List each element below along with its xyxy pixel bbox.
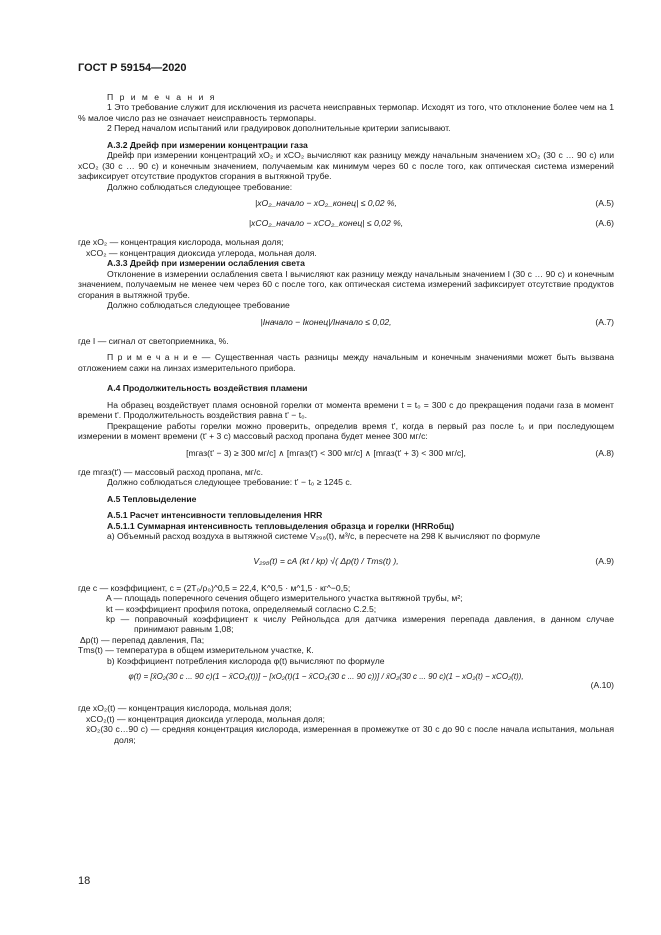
section-a5-heading: А.5 Тепловыделение (107, 493, 197, 504)
where-a: A — площадь поперечного сечения общего измерительного участка вытяжной трубы, м²; (106, 593, 463, 604)
equation-a8 (78, 448, 614, 462)
where-i: где I — сигнал от светоприемника, %. (78, 335, 229, 346)
where-xco2t: xCO₂(t) — концентрация диоксида углерода, мольная доля; (86, 713, 325, 724)
equation-a9-formula: V₂₉₈(t) = cA (kt / kp) √( Δp(t) / Tms(t) ), (253, 555, 399, 566)
equation-a10 (78, 672, 614, 698)
equation-a5-number: (А.5) (595, 198, 614, 209)
equation-a7-number: (А.7) (595, 316, 614, 327)
equation-a6-number: (А.6) (595, 218, 614, 229)
section-a4-paragraph-1: На образец воздействует пламя основной горелки от момента времени t = t₀ = 300 с до прекращения подачи газа в момент времени t'. Продолжительность воздействия равна t' − t₀. (78, 399, 614, 421)
equation-a9-number: (А.9) (595, 555, 614, 566)
equation-a7-formula: |Iначало − Iконец|/Iначало ≤ 0,02, (260, 316, 392, 327)
equation-a10-number: (А.10) (590, 680, 614, 691)
section-a4-paragraph-2: Прекращение работы горелки можно проверить, определив время t', когда в первый раз после t₀ и при последующем измерении в момент времени (t' + 3 с) массовый расход пропана будет менее 300 мг/с: (78, 420, 614, 442)
where-dp: Δp(t) — перепад давления, Па; (80, 634, 205, 645)
document-header: ГОСТ Р 59154—2020 (78, 62, 187, 74)
note-item-1: 1 Это требование служит для исключения из расчета неисправных термопар. Исходят из того, что отклонение более чем на 1 % малое число раз не означает неисправность термопары. (78, 102, 614, 123)
equation-a5 (78, 198, 614, 212)
section-a33-text: Отклонение в измерении ослабления света I вычисляют как разницу между начальным значением I (30 с … 90 с) и конечным значением, получаемым не менее чем через 60 с после того, как оптическая система измерений зафиксирует отсутствие продуктов сгорания в вытяжной трубе. (78, 268, 614, 300)
note-soot: П р и м е ч а н и е — Существенная часть разницы между начальным и конечным значениями может быть вызвана отложением сажи на линзах измерительного прибора. (78, 352, 614, 373)
where-kt: kt — коэффициент профиля потока, определяемый согласно С.2.5; (106, 603, 377, 614)
item-a-text: а) Объемный расход воздуха в вытяжной системе V₂₉₈(t), м³/с, в пересчете на 298 К вычисляют по формуле (107, 531, 541, 542)
equation-a8-formula: [mгаз(t' − 3) ≥ 300 мг/с] ∧ [mгаз(t') < 300 мг/с] ∧ [mгаз(t' + 3) < 300 мг/с], (186, 447, 466, 458)
section-a32-text: Дрейф при измерении концентраций xO₂ и xCO₂ вычисляют как разницу между начальным значением xO₂ (30 с … 90 с) или xCO₂ (30 с … 90 с) и конечным значением, получаемым как минимум через 60 с после того, как оптическая система измерений зафиксирует отсутствие продуктов сгорания в вытяжной трубе. (78, 150, 614, 182)
item-b-text: b) Коэффициент потребления кислорода φ(t) вычисляют по формуле (107, 655, 385, 666)
equation-a8-number: (А.8) (595, 447, 614, 458)
section-a32-requirement: Должно соблюдаться следующее требование: (107, 181, 293, 192)
page-number: 18 (78, 875, 91, 887)
equation-a10-formula: φ(t) = [x̄O₂(30 с ... 90 с)(1 − x̄CO₂(t))] − [xO₂(t)(1 − x̄CO₂(30 с ... 90 с))] / x̄O₂(30 с ... 90 с)(1 − xO₂(t) − xCO₂(t)), (128, 672, 524, 682)
section-a4-requirement: Должно соблюдаться следующее требование: t' − t₀ ≥ 1245 с. (107, 477, 353, 488)
document-body (78, 92, 614, 745)
note-item-2: 2 Перед началом испытаний или градуировок дополнительные критерии записывают. (107, 123, 451, 134)
where-xo2-mean: x̄O₂(30 с…90 с) — средняя концентрация кислорода, измеренная в промежутке от 30 с до 90 с после начала испытания, мольная доля; (86, 724, 614, 745)
where-tms: Tms(t) — температура в общем измерительном участке, К. (78, 645, 314, 656)
section-a4-heading: А.4 Продолжительность воздействия пламени (107, 383, 308, 394)
equation-a5-formula: |xO₂_начало − xO₂_конец| ≤ 0,02 %, (255, 198, 397, 209)
where-xo2: где xO₂ — концентрация кислорода, мольная доля; (78, 237, 284, 248)
note-title: П р и м е ч а н и я (107, 92, 217, 102)
section-a511-heading: А.5.1.1 Суммарная интенсивность тепловыделения образца и горелки (HRRобщ) (107, 520, 455, 531)
equation-a6-formula: |xCO₂_начало − xCO₂_конец| ≤ 0,02 %, (248, 218, 404, 229)
equation-a6 (78, 218, 614, 232)
where-xo2t: где xO₂(t) — концентрация кислорода, мольная доля; (78, 703, 292, 714)
equation-a9 (78, 548, 614, 578)
where-c: где c — коэффициент, c = (2T₀/ρ₀)^0,5 = 22,4, K^0,5 · м^1,5 · кг^−0,5; (78, 582, 351, 593)
section-a33-heading: А.3.3 Дрейф при измерении ослабления света (107, 258, 305, 269)
section-a51-heading: А.5.1 Расчет интенсивности тепловыделения HRR (107, 510, 323, 521)
section-a32-heading: А.3.2 Дрейф при измерении концентрации газа (107, 139, 308, 150)
where-mgas: где mгаз(t') — массовый расход пропана, мг/с. (78, 466, 263, 477)
equation-a7 (78, 317, 614, 331)
where-kp: kp — поправочный коэффициент к числу Рейнольдса для датчика измерения перепада давления, в данном случае принимают равным 1,08; (106, 613, 614, 635)
where-xco2: xCO₂ — концентрация диоксида углерода, мольная доля. (86, 247, 317, 258)
section-a33-requirement: Должно соблюдаться следующее требование (107, 300, 290, 311)
